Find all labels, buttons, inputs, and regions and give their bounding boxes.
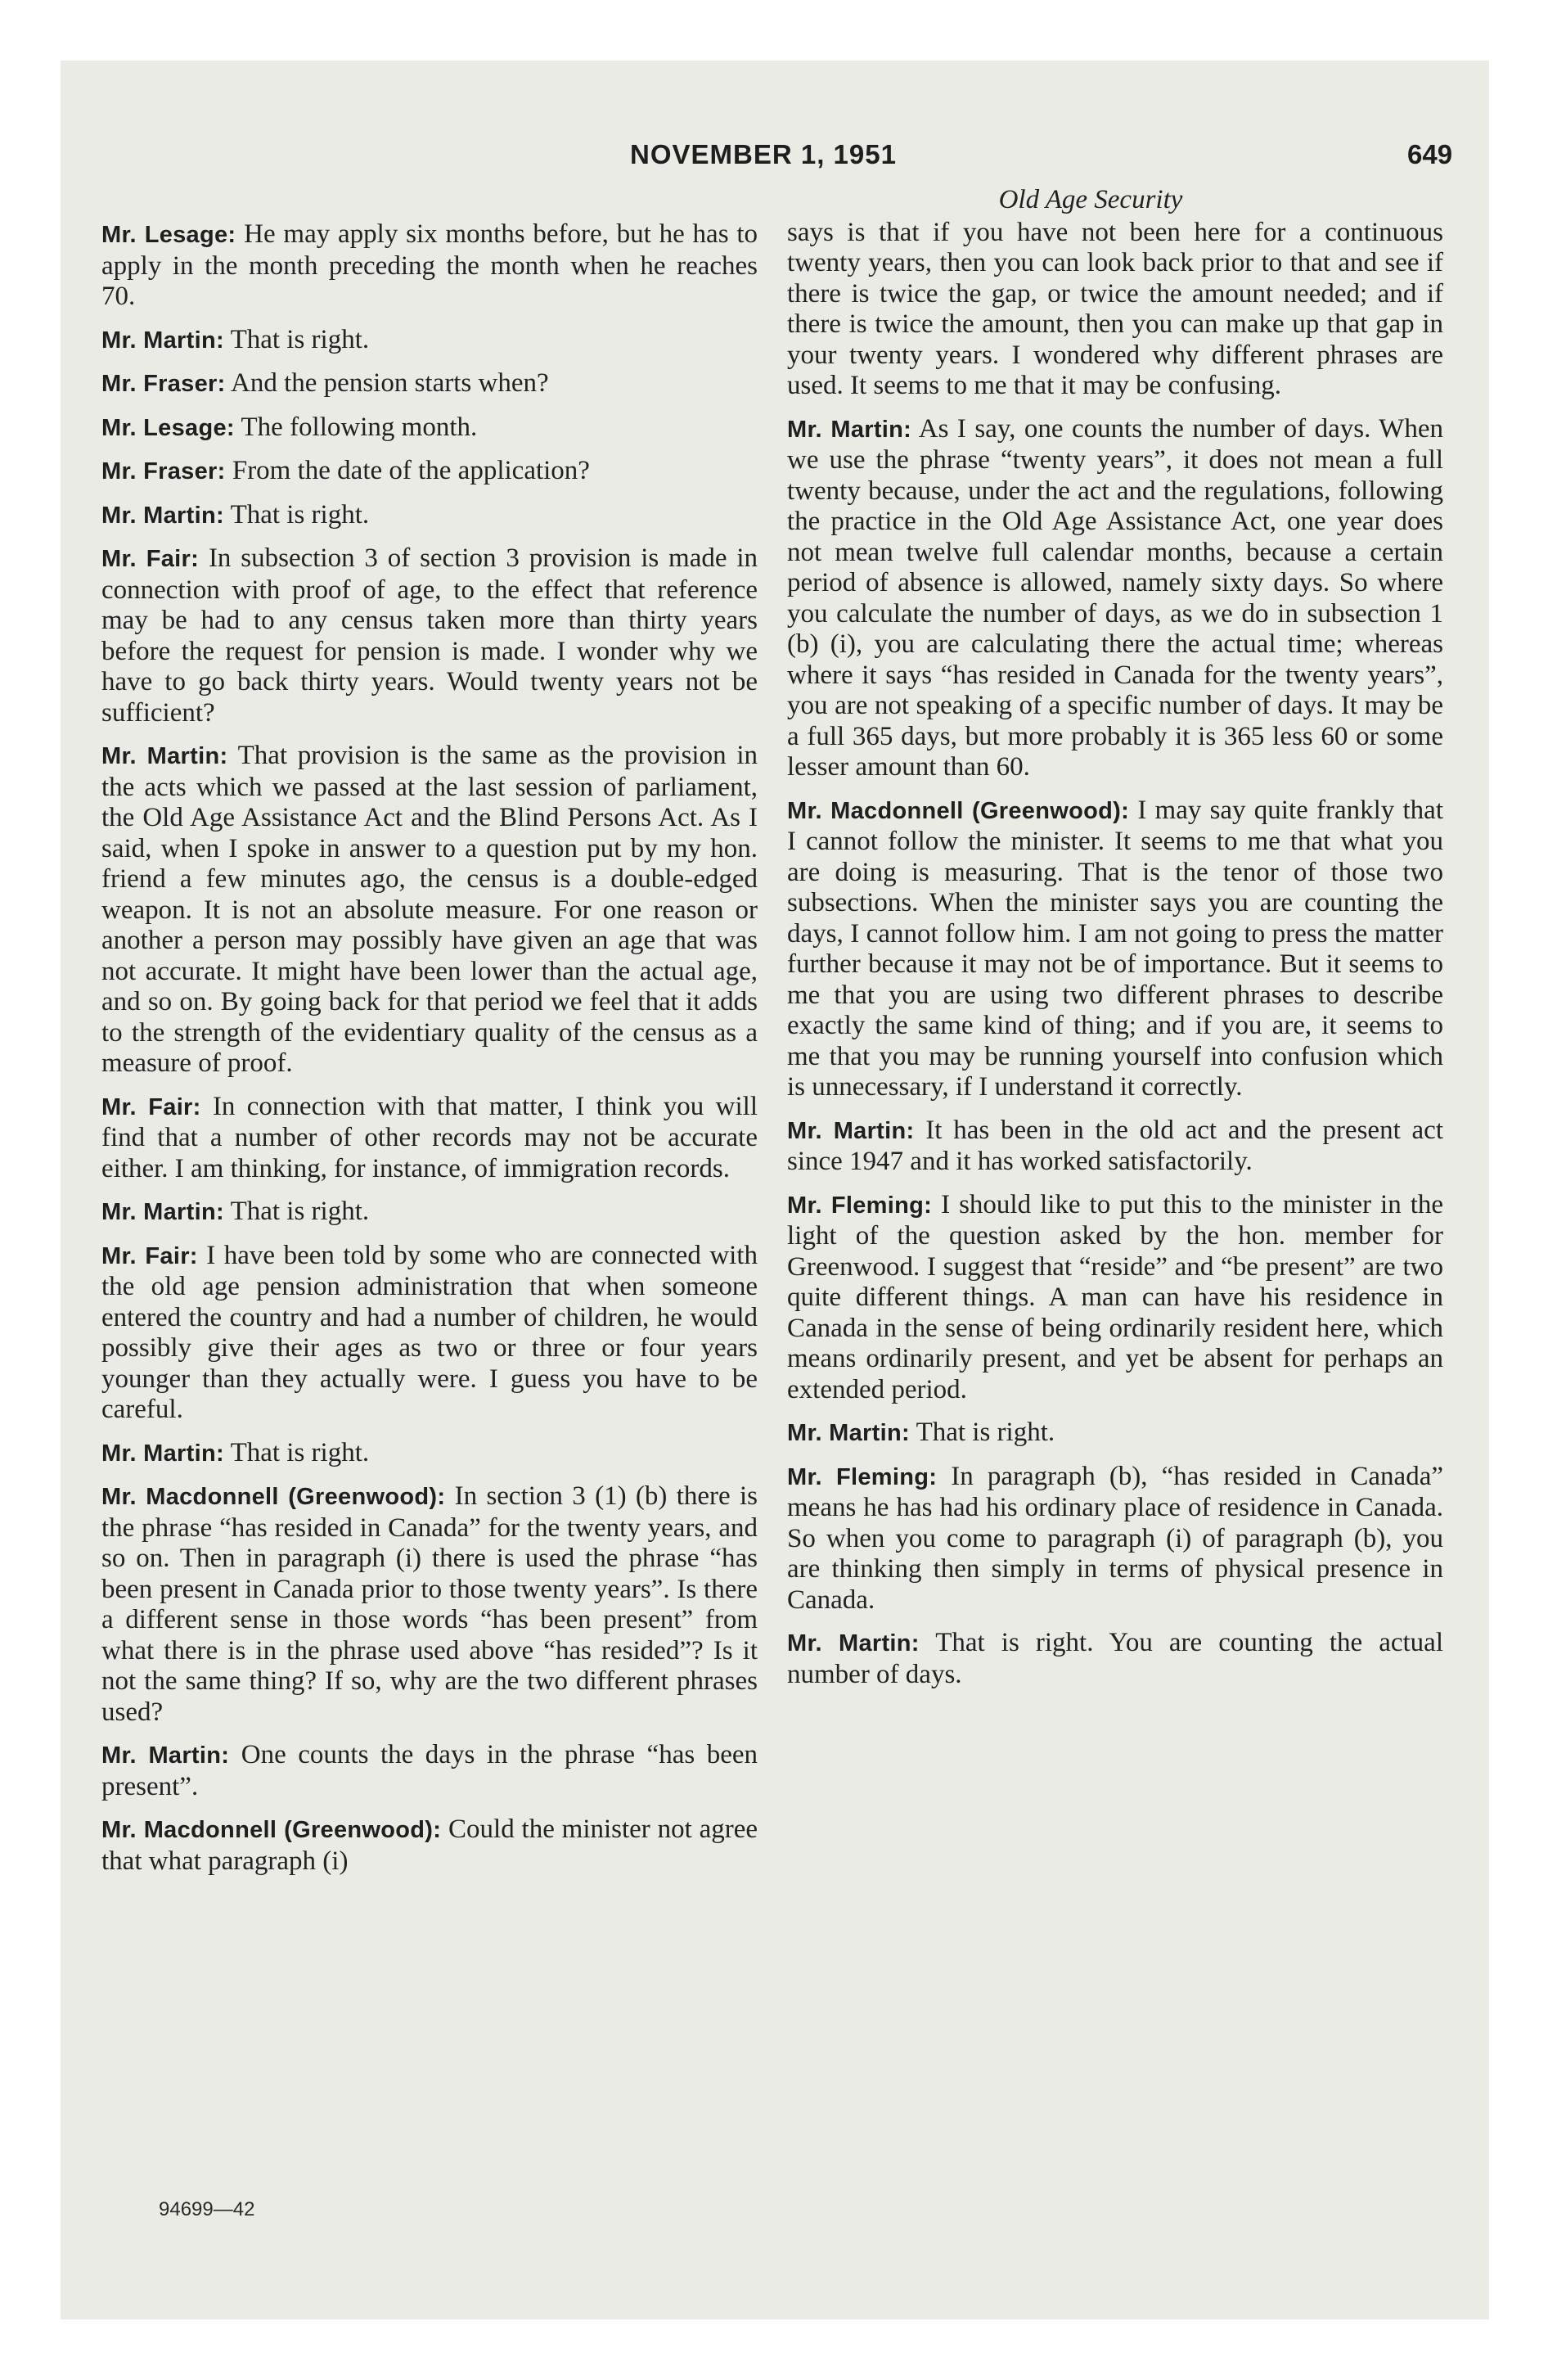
speech-paragraph	[101, 1481, 758, 1728]
speech-paragraph	[101, 219, 758, 313]
speaker-name: Mr. Fleming:	[787, 1192, 933, 1219]
speaker-name: Mr. Martin:	[101, 1440, 224, 1467]
speech-paragraph	[101, 1814, 758, 1877]
speech-paragraph	[101, 1241, 758, 1426]
footer-code: 94699—42	[159, 2198, 255, 2220]
speaker-name: Mr. Martin:	[101, 327, 224, 354]
speaker-name: Mr. Fleming:	[787, 1463, 938, 1490]
speech-text: That is right.	[230, 499, 370, 530]
speaker-name: Mr. Martin:	[101, 502, 224, 529]
speech-paragraph	[787, 1462, 1443, 1616]
page-number: 649	[1407, 139, 1453, 169]
speaker-name: Mr. Lesage:	[101, 414, 235, 441]
speech-paragraph	[101, 741, 758, 1080]
left-column	[101, 219, 758, 1889]
speech-paragraph	[787, 1190, 1443, 1406]
speech-text: In paragraph (b), “has resided in Canada” means he has had his ordinary place of residence in Canada. So when you come to paragraph (i) of paragraph (b), you are thinking then simply in terms of physical presence in Canada.	[787, 1461, 1444, 1615]
speech-paragraph	[787, 796, 1443, 1103]
speech-text: And the pension starts when?	[231, 368, 549, 398]
speech-text: That is right.	[230, 1197, 370, 1226]
speaker-name: Mr. Fair:	[101, 1093, 201, 1120]
speech-paragraph	[101, 543, 758, 728]
speech-text: That is right.	[916, 1418, 1055, 1447]
speech-paragraph	[101, 1092, 758, 1185]
speaker-name: Mr. Lesage:	[101, 222, 236, 248]
speech-text: In subsection 3 of section 3 provision is made in connection with proof of age, to the effect that reference may be had to any census taken more than thirty years before the request for pension is made. I wonder why we have to go back thirty years. Would twenty years not be sufficient?	[101, 543, 758, 728]
speech-paragraph	[101, 1197, 758, 1228]
speech-paragraph	[101, 500, 758, 532]
speech-text: Could the minister not agree that what paragraph (i)	[101, 1814, 758, 1876]
speech-text: That is right.	[230, 324, 370, 354]
speech-text: In connection with that matter, I think you will find that a number of other records may not be accurate either. I am thinking, for instance, of immigration records.	[101, 1091, 758, 1183]
speaker-name: Mr. Martin:	[101, 1199, 224, 1225]
speech-text: It has been in the old act and the present act since 1947 and it has worked satisfactorily.	[787, 1115, 1443, 1176]
speech-text: I may say quite frankly that I cannot follow the minister. It seems to me that what you are doing is measuring. That is the tenor of those two subsections. When the minister says you are counting the days, I cannot follow him. I am not going to press the matter further because it may not be of importance. But it seems to me that you are using two different phrases to describe exactly the same kind of thing; and if you are, it seems to me that you may be running yourself into confusion which is unnecessary, if I understand it correctly.	[787, 795, 1444, 1102]
speaker-name: Mr. Fair:	[101, 546, 200, 572]
speaker-name: Mr. Fraser:	[101, 458, 226, 485]
speaker-name: Mr. Martin:	[787, 416, 912, 443]
speech-text: That provision is the same as the provision in the acts which we passed at the last session of parliament, the Old Age Assistance Act and the Blind Persons Act. As I said, when I spoke in answer to a question put by my hon. friend a few minutes ago, the census is a double-edged weapon. It is not an absolute measure. For one reason or another a person may possibly have given an age that was not accurate. It might have been lower than the actual age, and so on. By going back for that period we feel that it adds to the strength of the evidentiary quality of the census as a measure of proof.	[101, 741, 758, 1078]
speaker-name: Mr. Martin:	[787, 1117, 915, 1144]
right-column	[787, 185, 1443, 1702]
speech-paragraph	[101, 1438, 758, 1470]
speech-text: As I say, one counts the number of days. When we use the phrase “twenty years”, it does not mean a full twenty because, under the act and the regulations, following the practice in the Old Age Assistance Act, one year does not mean twelve full calendar months, because a certain period of absence is allowed, namely sixty days. So where you calculate the number of days, as we do in subsection 1 (b) (i), you are calculating there the actual time; whereas where it says “has resided in Canada for the twenty years”, you are not speaking of a specific number of days. It may be a full 365 days, but more probably it is 365 less 60 or some lesser amount than 60.	[787, 413, 1443, 782]
speaker-name: Mr. Macdonnell (Greenwood):	[787, 797, 1130, 824]
speech-paragraph	[787, 1628, 1443, 1690]
speech-text: That is right. You are counting the actual number of days.	[787, 1628, 1443, 1689]
speaker-name: Mr. Martin:	[101, 1742, 230, 1769]
speech-paragraph	[101, 368, 758, 400]
speech-text: The following month.	[241, 412, 478, 442]
speech-text: I have been told by some who are connected with the old age pension administration that when someone entered the country and had a number of children, he would possibly give their ages as two or three or four years younger than they actually were. I guess you have to be careful.	[101, 1240, 758, 1424]
speech-paragraph	[787, 414, 1443, 783]
speech-text: From the date of the application?	[232, 456, 590, 485]
speech-text: That is right.	[230, 1437, 370, 1467]
speaker-name: Mr. Martin:	[787, 1420, 910, 1446]
speech-paragraph	[101, 412, 758, 444]
speech-paragraph	[787, 1418, 1443, 1449]
speech-paragraph	[787, 1116, 1443, 1178]
speaker-name: Mr. Macdonnell (Greenwood):	[101, 1817, 442, 1843]
speech-paragraph	[101, 1740, 758, 1802]
continued-speech: says is that if you have not been here for a continuous twenty years, then you can look back prior to that and see if there is twice the gap, or twice the amount needed; and if there is twice the amount, then you can make up that gap in your twenty years. I wondered why different phrases are used. It seems to me that it may be confusing.	[787, 217, 1443, 400]
speaker-name: Mr. Fraser:	[101, 371, 226, 397]
speech-text: In section 3 (1) (b) there is the phrase “has resided in Canada” for the twenty years, and so on. Then in paragraph (i) there is used the phrase “has been present in Canada prior to those twenty years”. Is there a different sense in those words “has been present” from what there is in the phrase used above “has resided”? Is it not the same thing? If so, why are the two different phrases used?	[101, 1481, 758, 1727]
running-title: Old Age Security	[998, 185, 1183, 214]
header-date: NOVEMBER 1, 1951	[630, 139, 897, 169]
speech-text: I should like to put this to the minister in the light of the question asked by the hon. member for Greenwood. I suggest that “reside” and “be present” are two quite different things. A man can have his residence in Canada in the sense of being ordinarily resident here, which means ordinarily present, and yet be absent for perhaps an extended period.	[787, 1189, 1444, 1404]
speaker-name: Mr. Fair:	[101, 1242, 198, 1269]
speech-paragraph	[101, 325, 758, 357]
speech-text: One counts the days in the phrase “has been present”.	[101, 1740, 758, 1801]
speech-text: He may apply six months before, but he has to apply in the month preceding the month when he reaches 70.	[101, 219, 758, 311]
speaker-name: Mr. Macdonnell (Greenwood):	[101, 1484, 446, 1510]
speaker-name: Mr. Martin:	[101, 743, 228, 769]
speech-paragraph	[101, 456, 758, 488]
speaker-name: Mr. Martin:	[787, 1630, 920, 1657]
